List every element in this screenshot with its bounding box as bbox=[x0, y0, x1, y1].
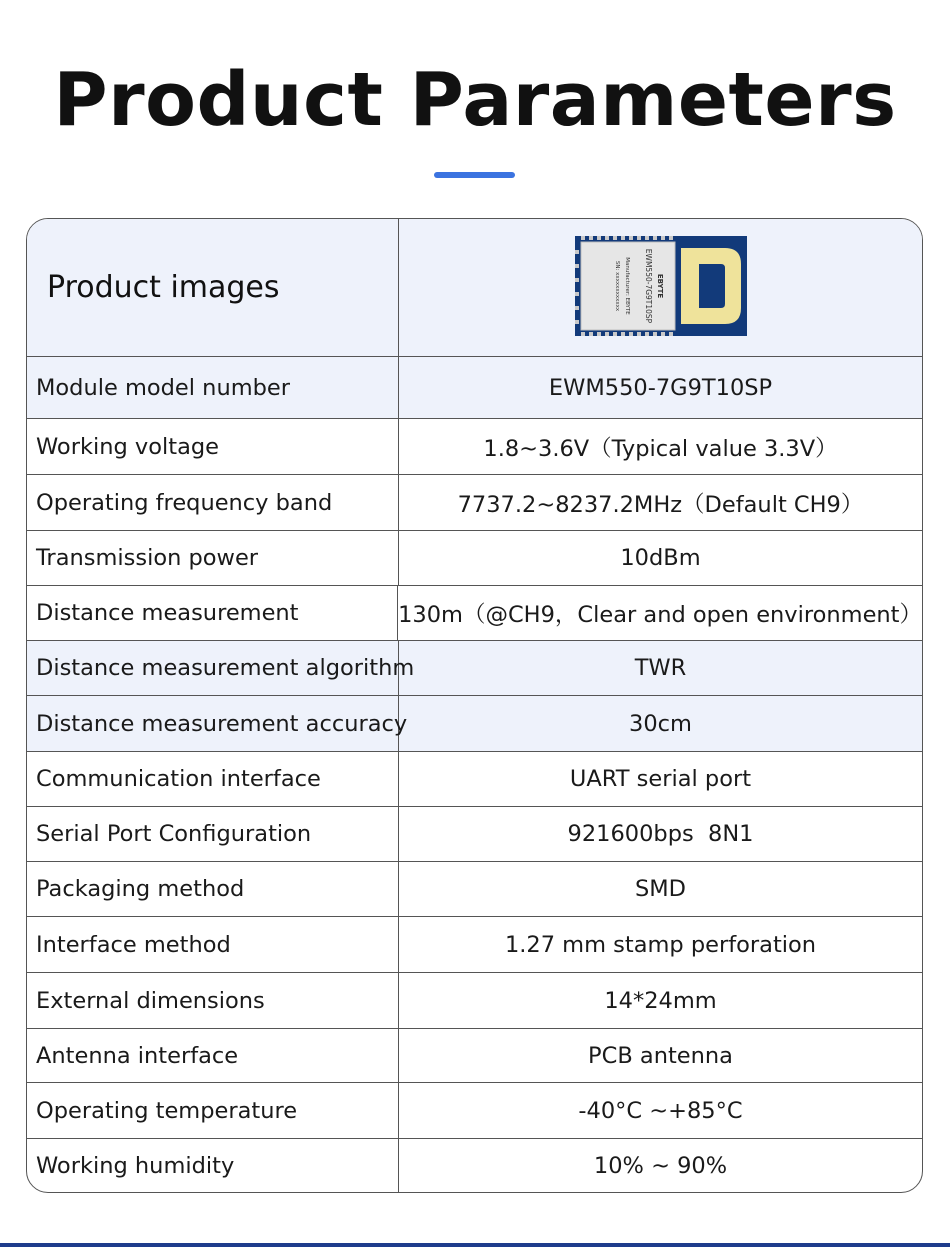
table-row bbox=[27, 807, 922, 862]
spec-rows bbox=[27, 357, 922, 1193]
table-row bbox=[27, 475, 922, 531]
row-label: Module model number bbox=[27, 357, 399, 418]
module-image bbox=[575, 236, 747, 336]
row-value: UART serial port bbox=[569, 766, 752, 792]
row-value: EWM550-7G9T10SP bbox=[548, 374, 773, 401]
product-image-row bbox=[27, 219, 922, 357]
row-value: 10dBm bbox=[620, 545, 701, 571]
table-row bbox=[27, 752, 922, 807]
row-label: Serial Port Configuration bbox=[27, 807, 399, 861]
row-label: Working voltage bbox=[27, 419, 399, 474]
row-label: Distance measurement accuracy bbox=[27, 696, 399, 751]
module-serial-text: SN: xxxxxxxxxxxx bbox=[613, 260, 620, 311]
row-label: Operating frequency band bbox=[27, 475, 399, 530]
row-value: 14*24mm bbox=[604, 987, 717, 1014]
table-row bbox=[27, 357, 922, 419]
row-label: Distance measurement bbox=[27, 586, 398, 640]
row-label: Distance measurement algorithm bbox=[27, 641, 399, 695]
table-row bbox=[27, 531, 922, 586]
row-label: Packaging method bbox=[27, 862, 399, 916]
product-image-cell bbox=[399, 219, 922, 356]
row-value: 130m（@CH9，Clear and open environment） bbox=[398, 602, 922, 628]
table-row bbox=[27, 586, 922, 641]
product-images-label: Product images bbox=[27, 219, 399, 356]
row-value: 921600bps 8N1 bbox=[567, 821, 754, 847]
row-value: PCB antenna bbox=[588, 1042, 733, 1069]
row-label: Communication interface bbox=[27, 752, 399, 806]
row-value: TWR bbox=[634, 655, 687, 681]
table-row bbox=[27, 1029, 922, 1083]
row-label: Interface method bbox=[27, 917, 399, 972]
table-row bbox=[27, 419, 922, 475]
table-row bbox=[27, 641, 922, 696]
row-label: Operating temperature bbox=[27, 1083, 399, 1138]
table-row bbox=[27, 862, 922, 917]
module-manufacturer-text: Manufacturer: EBYTE bbox=[623, 256, 630, 315]
row-label: External dimensions bbox=[27, 973, 399, 1028]
module-illustration bbox=[575, 236, 747, 336]
module-brand-text: EBYTE bbox=[655, 273, 664, 298]
table-row bbox=[27, 696, 922, 752]
row-value: 30cm bbox=[629, 710, 692, 737]
spec-table bbox=[26, 218, 923, 1193]
module-model-text: EWM550-7G9T10SP bbox=[643, 248, 653, 323]
table-row bbox=[27, 973, 922, 1029]
row-value: 1.27 mm stamp perforation bbox=[504, 931, 817, 958]
row-value: 10% ~ 90% bbox=[593, 1153, 728, 1179]
title-underline bbox=[434, 172, 515, 178]
row-value: SMD bbox=[634, 876, 687, 902]
row-label: Transmission power bbox=[27, 531, 399, 585]
row-label: Antenna interface bbox=[27, 1029, 399, 1082]
table-row bbox=[27, 1139, 922, 1193]
row-value: 7737.2~8237.2MHz（Default CH9） bbox=[457, 491, 864, 518]
table-row bbox=[27, 1083, 922, 1139]
row-label: Working humidity bbox=[27, 1139, 399, 1193]
table-row bbox=[27, 917, 922, 973]
page-title: Product Parameters bbox=[53, 57, 897, 143]
bottom-band bbox=[0, 1243, 950, 1247]
row-value: 1.8~3.6V（Typical value 3.3V） bbox=[483, 435, 838, 462]
row-value: -40°C ~+85°C bbox=[578, 1097, 743, 1124]
